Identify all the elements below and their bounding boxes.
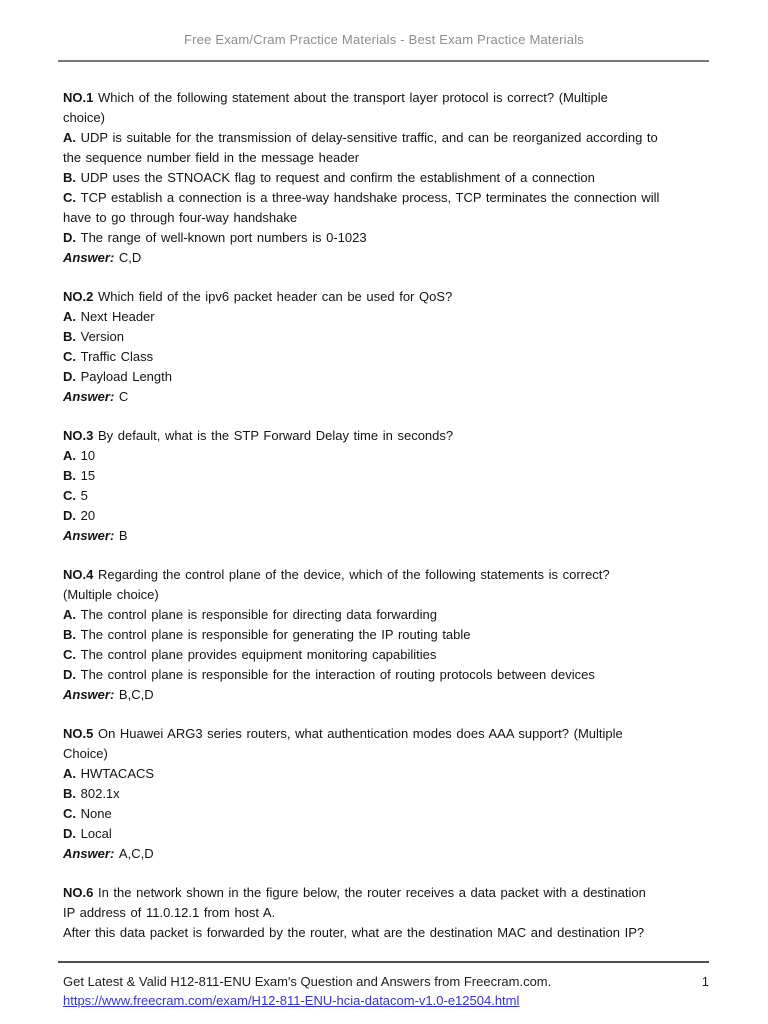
line-text: Which field of the ipv6 packet header can be used for QoS? — [97, 289, 453, 304]
line-text: 5 — [80, 488, 88, 503]
line-text: the sequence number field in the message header — [63, 150, 360, 165]
option-line — [63, 446, 709, 466]
option-line — [63, 188, 709, 208]
option-letter: D. — [63, 369, 81, 384]
option-line — [63, 168, 709, 188]
line-text: The control plane is responsible for generating the IP routing table — [80, 627, 471, 642]
option-line — [63, 367, 709, 387]
answer-value: C,D — [118, 250, 142, 265]
option-letter: D. — [63, 230, 81, 245]
question-number: NO.1 — [63, 90, 98, 105]
answer-label: Answer: — [63, 528, 119, 543]
footer-divider — [58, 961, 709, 963]
answer-line — [63, 248, 709, 268]
line-text: choice) — [63, 110, 105, 125]
question-block-3 — [63, 426, 709, 546]
option-line — [63, 804, 709, 824]
option-letter: A. — [63, 130, 81, 145]
continuation-line — [63, 148, 709, 168]
line-text: Regarding the control plane of the device, which of the following statements is correct? — [97, 567, 610, 582]
option-letter: B. — [63, 468, 81, 483]
option-letter: D. — [63, 826, 81, 841]
option-letter: C. — [63, 647, 81, 662]
line-text: Version — [80, 329, 124, 344]
line-text: IP address of 11.0.12.1 from host A. — [63, 905, 276, 920]
line-text: UDP uses the STNOACK flag to request and confirm the establishment of a connection — [80, 170, 595, 185]
line-text: (Multiple choice) — [63, 587, 159, 602]
question-number: NO.3 — [63, 428, 98, 443]
question-line — [63, 426, 709, 446]
line-text: Traffic Class — [80, 349, 154, 364]
answer-line — [63, 387, 709, 407]
continuation-line — [63, 585, 709, 605]
option-line — [63, 347, 709, 367]
option-letter: A. — [63, 448, 81, 463]
footer-row — [63, 974, 709, 989]
option-letter: C. — [63, 190, 81, 205]
questions-list — [63, 88, 709, 962]
option-line — [63, 466, 709, 486]
line-text: The control plane is responsible for the interaction of routing protocols between devices — [80, 667, 595, 682]
continuation-line — [63, 903, 709, 923]
option-letter: B. — [63, 329, 81, 344]
line-text: On Huawei ARG3 series routers, what authentication modes does AAA support? (Multiple — [97, 726, 623, 741]
option-line — [63, 784, 709, 804]
question-line — [63, 565, 709, 585]
continuation-line — [63, 108, 709, 128]
answer-label: Answer: — [63, 687, 119, 702]
question-block-4 — [63, 565, 709, 705]
option-letter: D. — [63, 508, 81, 523]
page-header — [0, 32, 768, 47]
question-line — [63, 287, 709, 307]
option-line — [63, 486, 709, 506]
question-block-1 — [63, 88, 709, 268]
line-text: 20 — [80, 508, 96, 523]
line-text: None — [80, 806, 112, 821]
page-footer — [63, 974, 709, 1008]
option-line — [63, 228, 709, 248]
option-line — [63, 625, 709, 645]
answer-line — [63, 526, 709, 546]
question-block-6 — [63, 883, 709, 943]
answer-line — [63, 685, 709, 705]
line-text: Which of the following statement about the transport layer protocol is correct? (Multiple — [97, 90, 608, 105]
continuation-line — [63, 744, 709, 764]
option-letter: B. — [63, 170, 81, 185]
line-text: Local — [80, 826, 112, 841]
line-text: The control plane provides equipment monitoring capabilities — [80, 647, 437, 662]
option-line — [63, 645, 709, 665]
line-text: 802.1x — [80, 786, 120, 801]
line-text: Next Header — [80, 309, 155, 324]
option-line — [63, 605, 709, 625]
line-text: have to go through four-way handshake — [63, 210, 298, 225]
answer-line — [63, 844, 709, 864]
answer-label: Answer: — [63, 846, 119, 861]
option-letter: A. — [63, 607, 81, 622]
question-block-5 — [63, 724, 709, 864]
line-text: After this data packet is forwarded by the router, what are the destination MAC and destination IP? — [63, 925, 645, 940]
header-divider — [58, 60, 709, 62]
line-text: UDP is suitable for the transmission of delay-sensitive traffic, and can be reorganized according to — [80, 130, 658, 145]
option-letter: C. — [63, 349, 81, 364]
answer-value: A,C,D — [118, 846, 154, 861]
question-number: NO.4 — [63, 567, 98, 582]
answer-value: C — [118, 389, 129, 404]
question-number: NO.6 — [63, 885, 98, 900]
option-letter: C. — [63, 488, 81, 503]
option-letter: B. — [63, 627, 81, 642]
footer-link[interactable]: https://www.freecram.com/exam/H12-811-ENU-hcia-datacom-v1.0-e12504.html — [63, 993, 520, 1008]
question-number: NO.2 — [63, 289, 98, 304]
option-letter: C. — [63, 806, 81, 821]
option-letter: A. — [63, 766, 81, 781]
continuation-line — [63, 208, 709, 228]
option-line — [63, 128, 709, 148]
header-title: Free Exam/Cram Practice Materials - Best Exam Practice Materials — [183, 32, 584, 47]
question-line — [63, 724, 709, 744]
question-block-2 — [63, 287, 709, 407]
continuation-line — [63, 923, 709, 943]
line-text: HWTACACS — [80, 766, 155, 781]
answer-value: B,C,D — [118, 687, 154, 702]
option-line — [63, 824, 709, 844]
line-text: The range of well-known port numbers is 0-1023 — [80, 230, 367, 245]
option-line — [63, 506, 709, 526]
option-line — [63, 307, 709, 327]
line-text: By default, what is the STP Forward Delay time in seconds? — [97, 428, 454, 443]
answer-value: B — [118, 528, 128, 543]
question-number: NO.5 — [63, 726, 98, 741]
answer-label: Answer: — [63, 389, 119, 404]
page-number: 1 — [701, 974, 709, 989]
line-text: Choice) — [63, 746, 108, 761]
option-line — [63, 327, 709, 347]
line-text: In the network shown in the figure below, the router receives a data packet with a destination — [97, 885, 646, 900]
line-text: The control plane is responsible for directing data forwarding — [80, 607, 437, 622]
option-letter: D. — [63, 667, 81, 682]
option-letter: A. — [63, 309, 81, 324]
line-text: Payload Length — [80, 369, 172, 384]
question-line — [63, 88, 709, 108]
line-text: 10 — [80, 448, 96, 463]
option-line — [63, 764, 709, 784]
option-line — [63, 665, 709, 685]
line-text: 15 — [80, 468, 96, 483]
option-letter: B. — [63, 786, 81, 801]
footer-text: Get Latest & Valid H12-811-ENU Exam's Question and Answers from Freecram.com. — [63, 974, 552, 989]
question-line — [63, 883, 709, 903]
line-text: TCP establish a connection is a three-way handshake process, TCP terminates the connection will — [80, 190, 660, 205]
answer-label: Answer: — [63, 250, 119, 265]
